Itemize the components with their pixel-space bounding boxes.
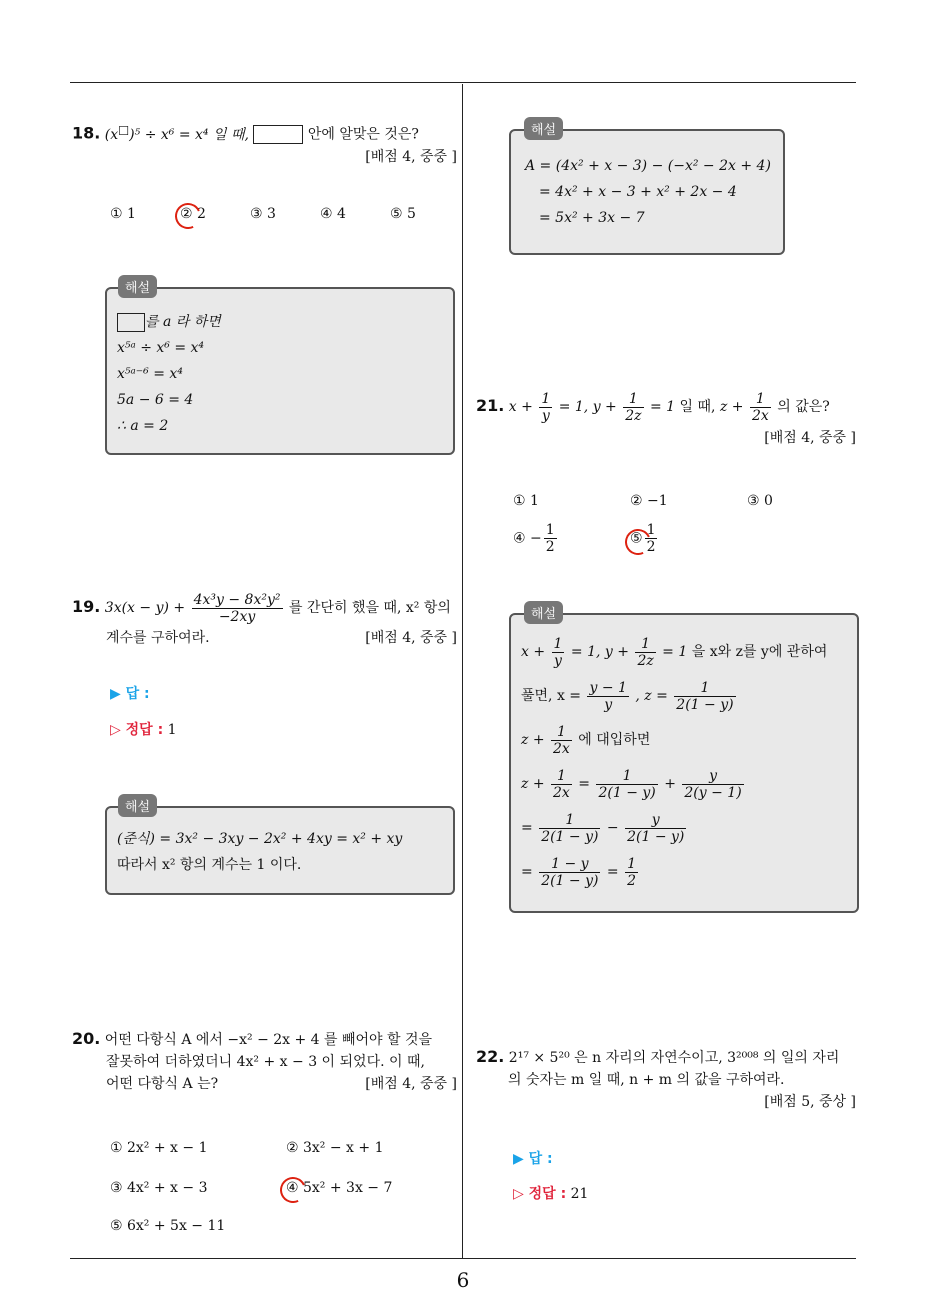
solution-tag: 해설: [118, 275, 157, 298]
question-21: [476, 386, 856, 449]
equation: x + $\frac{1}{y}$ = 1, y + $\frac{1}{2z}$ = 1: [508, 390, 676, 424]
question-stem: 어떤 다항식 A 는?: [106, 1076, 219, 1092]
solution-box-20: [509, 129, 785, 255]
choice-3[interactable]: ③ 0: [747, 493, 773, 509]
question-stem: 일 때,: [679, 399, 716, 415]
choice-2[interactable]: ② 2: [180, 206, 206, 222]
column-divider: [462, 84, 463, 1259]
question-number: 21.: [476, 396, 505, 415]
question-number: 20.: [72, 1029, 101, 1048]
choice-5[interactable]: ⑤ 5: [390, 206, 416, 222]
question-stem: 잘못하여 더하였더니 4x² + x − 3 이 되었다. 이 때,: [106, 1054, 425, 1070]
choice-5[interactable]: ⑤ $\frac{1}{2}$: [630, 522, 656, 555]
question-20: [72, 1028, 457, 1095]
question-stem: 어떤 다항식 A 에서 −x² − 2x + 4 를 빼어야 할 것을: [104, 1032, 433, 1048]
solution-line: (준식) = 3x² − 3xy − 2x² + 4xy = x² + xy: [117, 831, 403, 847]
solution-box-19: [105, 806, 455, 895]
question-19: [72, 588, 457, 649]
question-stem: 3x(x − y) +: [104, 600, 186, 616]
selected-mark-icon: [276, 1173, 309, 1206]
solution-box-21: [509, 613, 859, 913]
solution-line: 5a − 6 = 4: [117, 392, 194, 408]
top-rule: [70, 82, 856, 83]
question-number: 22.: [476, 1047, 505, 1066]
score-meta: [배점 4, 중중 ]: [365, 148, 457, 165]
choice-1[interactable]: ① 1: [110, 206, 136, 222]
choice-2[interactable]: ② 3x² − x + 1: [286, 1140, 384, 1156]
solution-line: = $\frac{1}{2(1 - y)}$ − $\frac{y}{2(1 - y)}$: [521, 811, 685, 845]
solution-line: 를 a 라 하면: [145, 314, 221, 330]
score-meta: [배점 5, 중상 ]: [764, 1094, 856, 1110]
choice-5[interactable]: ⑤ 6x² + 5x − 11: [110, 1218, 226, 1234]
question-stem-tail: 안에 알맞은 것은?: [307, 126, 419, 143]
fraction: $\frac{\text{4x³y − 8x²y²}}{-2xy}$: [193, 591, 281, 625]
solution-line: z + $\frac{1}{2x}$ = $\frac{1}{2(1 - y)}$ + $\frac{y}{2(y - 1)}$: [521, 767, 742, 801]
blank-box: [117, 313, 145, 332]
solution-line: x⁵ᵃ⁻⁶ = x⁴: [117, 366, 183, 382]
question-stem: 의 숫자는 m 일 때, n + m 의 값을 구하여라.: [508, 1072, 785, 1088]
page-number: 6: [456, 1268, 470, 1292]
solution-tag: 해설: [118, 794, 157, 817]
choice-1[interactable]: ① 2x² + x − 1: [110, 1140, 208, 1156]
answer-label: ▶ 답 :: [110, 686, 150, 702]
question-stem: 계수를 구하여라.: [106, 630, 210, 646]
answer-label: ▶ 답 :: [513, 1151, 553, 1167]
answer-blank: [253, 125, 303, 144]
score-meta: [배점 4, 중중 ]: [764, 430, 856, 446]
choice-3[interactable]: ③ 3: [250, 206, 276, 222]
solution-line: 풀면, x = $\frac{y - 1}{y}$ , z = $\frac{1}{2(1 - y)}$: [521, 679, 734, 713]
solution-line: x⁵ᵃ ÷ x⁶ = x⁴: [117, 340, 205, 356]
choice-4[interactable]: ④ 4: [320, 206, 346, 222]
score-meta: [배점 4, 중중 ]: [365, 1076, 457, 1092]
question-18: [72, 118, 457, 168]
correct-answer: ▷ 정답 : 21: [513, 1186, 589, 1202]
expression: z + $\frac{1}{2x}$: [719, 390, 769, 424]
question-number: 19.: [72, 597, 101, 616]
solution-line: = 5x² + 3x − 7: [539, 210, 645, 226]
question-stem: 를 간단히 했을 때, x² 항의: [288, 600, 451, 616]
question-22: [476, 1046, 856, 1113]
solution-line: x + $\frac{1}{y}$ = 1, y + $\frac{1}{2z}$ = 1 을 x와 z를 y에 관하여: [521, 635, 828, 669]
question-stem: (x□)⁵ ÷ x⁶ = x⁴ 일 때,: [104, 122, 249, 143]
question-stem: 2¹⁷ × 5²⁰ 은 n 자리의 자연수이고, 3²⁰⁰⁸ 의 일의 자리: [508, 1050, 840, 1066]
question-number: 18.: [72, 123, 101, 143]
solution-line: ∴ a = 2: [117, 418, 169, 434]
selected-mark-icon: [171, 199, 204, 232]
question-stem: 의 값은?: [777, 399, 830, 415]
solution-line: A = (4x² + x − 3) − (−x² − 2x + 4): [525, 158, 771, 174]
solution-tag: 해설: [524, 601, 563, 624]
solution-line: = 4x² + x − 3 + x² + 2x − 4: [539, 184, 737, 200]
solution-line: z + $\frac{1}{2x}$ 에 대입하면: [521, 723, 651, 757]
solution-line: 따라서 x² 항의 계수는 1 이다.: [117, 857, 302, 873]
bottom-rule: [70, 1258, 856, 1259]
choice-2[interactable]: ② −1: [630, 493, 668, 509]
choice-3[interactable]: ③ 4x² + x − 3: [110, 1180, 208, 1196]
solution-line: = $\frac{1 - y}{2(1 - y)}$ = $\frac{1}{2}$: [521, 855, 637, 889]
choice-4[interactable]: ④ − $\frac{1}{2}$: [513, 522, 555, 555]
correct-answer: ▷ 정답 : 1: [110, 722, 177, 738]
score-meta: [배점 4, 중중 ]: [365, 630, 457, 646]
solution-box-18: [105, 287, 455, 455]
choice-1[interactable]: ① 1: [513, 493, 539, 509]
choice-4[interactable]: ④ 5x² + 3x − 7: [286, 1180, 393, 1196]
solution-tag: 해설: [524, 117, 563, 140]
